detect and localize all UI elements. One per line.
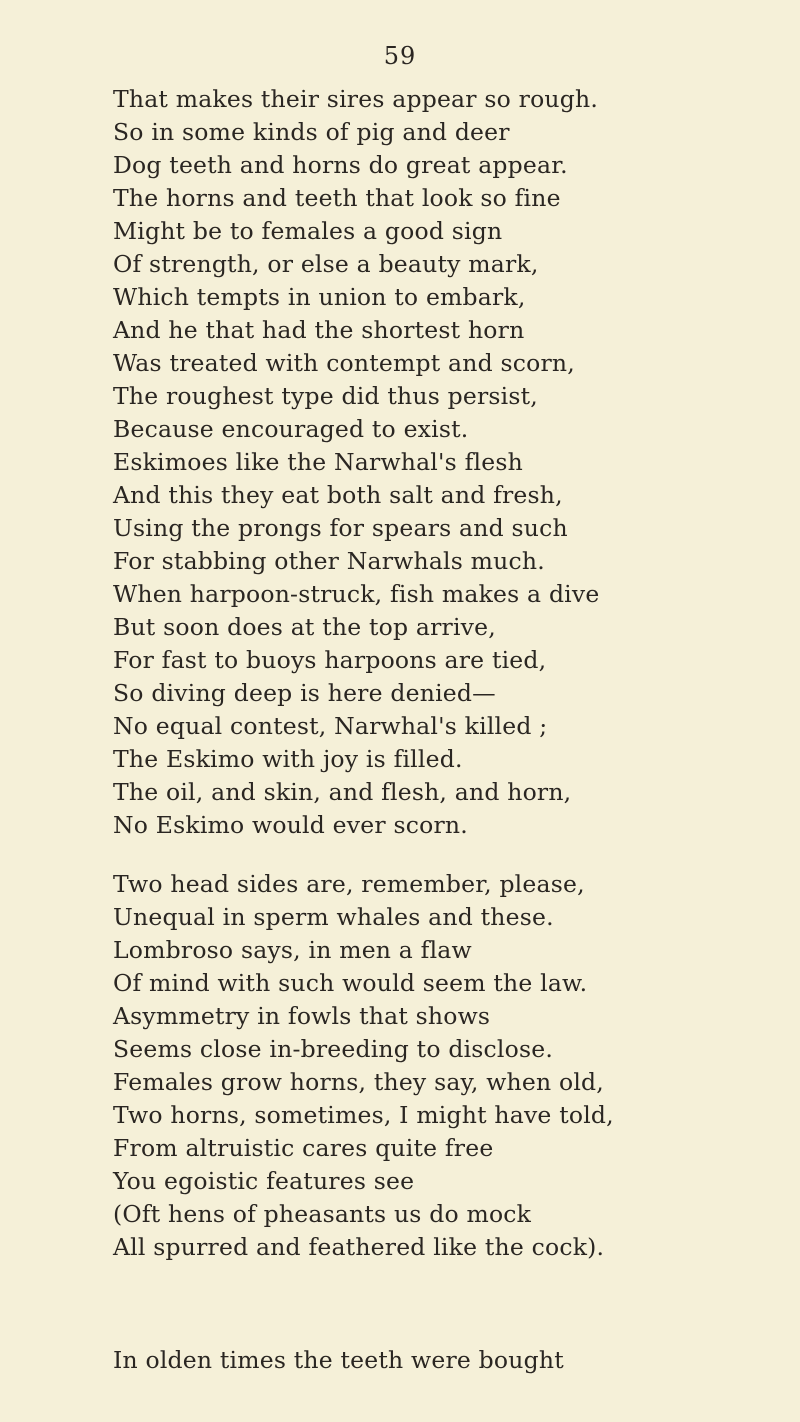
- poem-line: You egoistic features see: [113, 1167, 415, 1195]
- poem-line: But soon does at the top arrive,: [113, 613, 496, 641]
- poem-line: All spurred and feathered like the cock).: [113, 1233, 605, 1261]
- poem-line: For fast to buoys harpoons are tied,: [113, 646, 547, 674]
- poem-line: Lombroso says, in men a flaw: [113, 936, 472, 964]
- page-number: 59: [383, 42, 417, 70]
- poem-line: Two horns, sometimes, I might have told,: [113, 1101, 614, 1129]
- poem-line: In olden times the teeth were bought: [113, 1346, 564, 1374]
- stanza-2: [113, 868, 614, 1264]
- poem-line: Might be to females a good sign: [113, 217, 503, 245]
- poem-line: Unequal in sperm whales and these.: [113, 903, 554, 931]
- poem-line: The oil, and skin, and flesh, and horn,: [113, 778, 572, 806]
- poem-line: Which tempts in union to embark,: [113, 283, 526, 311]
- stanza-1: [113, 83, 599, 842]
- poem-line: Was treated with contempt and scorn,: [113, 349, 575, 377]
- poem-line: Because encouraged to exist.: [113, 415, 469, 443]
- poem-line: For stabbing other Narwhals much.: [113, 547, 545, 575]
- poem-line: Females grow horns, they say, when old,: [113, 1068, 604, 1096]
- poem-line: Dog teeth and horns do great appear.: [113, 151, 568, 179]
- poem-line: Using the prongs for spears and such: [113, 514, 568, 542]
- poem-line: The roughest type did thus persist,: [113, 382, 538, 410]
- poem-line: From altruistic cares quite free: [113, 1134, 494, 1162]
- poem-line: Eskimoes like the Narwhal's flesh: [113, 448, 523, 476]
- stanza-3: [113, 1344, 564, 1377]
- poem-line: No equal contest, Narwhal's killed ;: [113, 712, 548, 740]
- poem-line: When harpoon-struck, fish makes a dive: [113, 580, 600, 608]
- poem-line: (Oft hens of pheasants us do mock: [113, 1200, 532, 1228]
- poem-line: Of mind with such would seem the law.: [113, 969, 588, 997]
- poem-line: Two head sides are, remember, please,: [113, 870, 585, 898]
- poem-line: And this they eat both salt and fresh,: [113, 481, 563, 509]
- poem-line: And he that had the shortest horn: [113, 316, 525, 344]
- poem-line: The Eskimo with joy is filled.: [113, 745, 463, 773]
- poem-line: Asymmetry in fowls that shows: [113, 1002, 491, 1030]
- poem-line: Seems close in-breeding to disclose.: [113, 1035, 554, 1063]
- poem-line: So diving deep is here denied—: [113, 679, 496, 707]
- poem-line: That makes their sires appear so rough.: [113, 85, 599, 113]
- poem-line: Of strength, or else a beauty mark,: [113, 250, 539, 278]
- poem-line: No Eskimo would ever scorn.: [113, 811, 468, 839]
- poem-line: So in some kinds of pig and deer: [113, 118, 510, 146]
- poem-line: The horns and teeth that look so fine: [113, 184, 561, 212]
